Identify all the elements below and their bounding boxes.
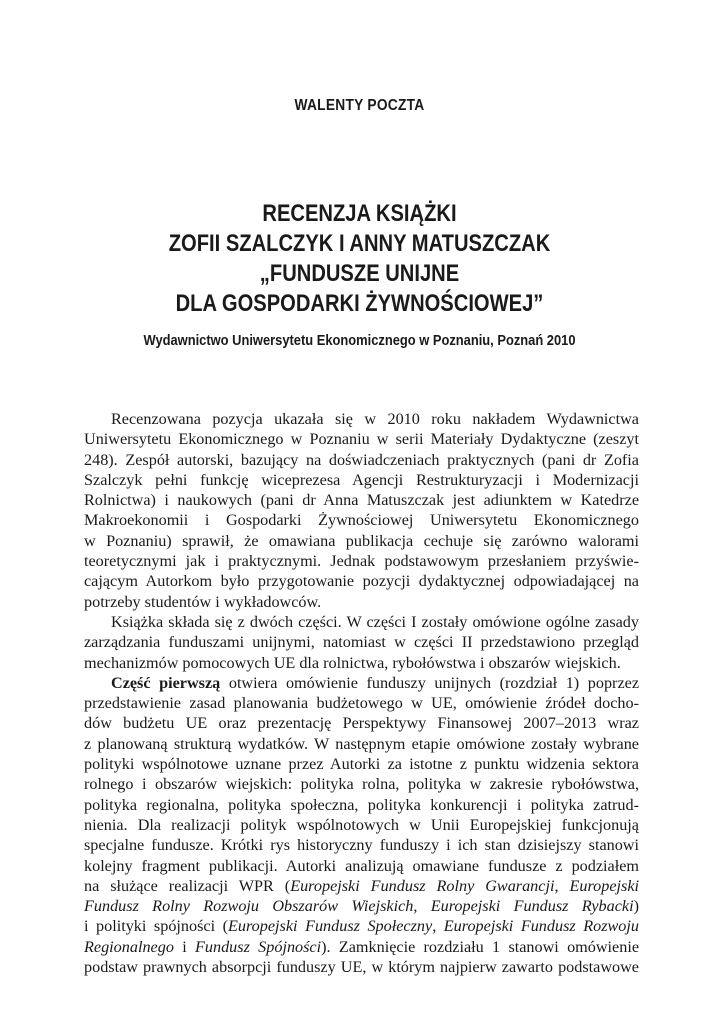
text-line: Recenzowana pozycja ukazała się w 2010 roku nakładem Wydawnictwa [111, 410, 639, 428]
fund-name: Fundusz Rolny Rozwoju Obszarów Wiejskich [84, 897, 414, 916]
text-fragment: otwiera omówienie funduszy unijnych (rozdział 1) poprzez [220, 673, 639, 692]
author-name: WALENTY POCZTA [294, 97, 425, 114]
paragraph-3 [84, 673, 639, 977]
fund-name: Europejski [569, 876, 640, 895]
review-title [58, 199, 662, 319]
title-line: „FUNDUSZE UNIJNE [259, 260, 460, 287]
fund-name: Europejski Fundusz Rolny Gwarancji [290, 876, 555, 895]
text-line: w Poznaniu) sprawił, że omawiana publikacja cechuje się zarówno walorami [84, 531, 639, 550]
text-line: zarządzania funduszami unijnymi, natomiast w części II przedstawiono przegląd [84, 633, 639, 652]
text-line [84, 896, 639, 916]
text-line: dów budżetu UE oraz prezentację Perspektywy Finansowej 2007–2013 wraz [84, 714, 639, 733]
text-line: teoretycznymi jak i praktycznymi. Jednak podstawowym przesłaniem przyświe- [84, 552, 639, 571]
text-line: cającym Autorkom było przygotowanie pozycji dydaktycznej odpowiadającej na [84, 572, 639, 591]
publisher-info: Wydawnictwo Uniwersytetu Ekonomicznego w Poznaniu, Poznań 2010 [143, 332, 576, 349]
part-one-lead: Część pierwszą [111, 673, 221, 692]
text-line [84, 916, 639, 936]
text-line: polityka regionalna, polityka społeczna, polityka konkurencji i polityka zatrud- [84, 795, 639, 814]
title-line: DLA GOSPODARKI ŻYWNOŚCIOWEJ” [175, 290, 544, 317]
text-line: Rolnictwa) i naukowych (pani dr Anna Matuszczak jest adiunktem w Katedrze [84, 491, 639, 510]
text-line: Szalczyk pełni funkcję wiceprezesa Agencji Restrukturyzacji i Modernizacji [84, 470, 639, 489]
review-body [84, 409, 639, 977]
title-line: RECENZJA KSIĄŻKI [262, 200, 457, 227]
text-line: z planowaną strukturą wydatków. W następnym etapie omówione zostały wybrane [84, 734, 639, 753]
text-line: podstaw prawnych absorpcji funduszy UE, w którym najpierw zawarto podstawowe [84, 958, 639, 977]
fund-name: Europejski Fundusz Społeczny [228, 917, 433, 936]
text-fragment: na służące realizacji WPR ( [84, 876, 291, 895]
text-line: polityki wspólnotowe uznane przez Autorki za istotne z punktu widzenia sektora [84, 755, 639, 774]
text-line: mechanizmów pomocowych UE dla rolnictwa, rybołówstwa i obszarów wiejskich. [84, 653, 621, 672]
title-line: ZOFII SZALCZYK I ANNY MATUSZCZAK [168, 230, 551, 257]
fund-name: Regionalnego [84, 937, 174, 956]
text-line: rolnego i obszarów wiejskich: polityka rolna, polityka w zakresie rybołówstwa, [84, 775, 639, 794]
paragraph-2 [84, 612, 639, 673]
text-fragment: ) [633, 897, 639, 916]
fund-name: Fundusz Spójności [195, 937, 322, 956]
paragraph-1 [84, 409, 639, 612]
text-line: kolejny fragment publikacji. Autorki analizują omawiane fundusze z podziałem [84, 856, 639, 875]
text-line [84, 937, 639, 957]
fund-name: Europejski Fundusz Rybacki [430, 897, 634, 916]
text-line [84, 673, 639, 693]
text-line: przedstawienie zasad planowania budżetowego w UE, omówienie źródeł docho- [84, 694, 639, 713]
text-fragment: , [554, 876, 570, 895]
text-line: Książka składa się z dwóch części. W części I zostały omówione ogólne zasady [111, 612, 639, 631]
text-line: potrzeby studentów i wykładowców. [84, 592, 322, 611]
text-line: specjalne fundusze. Krótki rys historyczny funduszy i ich stan dzisiejszy stanowi [84, 836, 639, 855]
text-line: Uniwersytetu Ekonomicznego w Poznaniu w serii Materiały Dydaktyczne (zeszyt [84, 430, 639, 449]
text-line: Makroekonomii i Gospodarki Żywnościowej Uniwersytetu Ekonomicznego [84, 511, 639, 530]
text-fragment: i [173, 937, 196, 956]
text-fragment: , [413, 897, 431, 916]
fund-name: Europejski Fundusz Rozwoju [443, 917, 639, 936]
text-fragment: i polityki spójności ( [84, 917, 228, 936]
text-fragment: , [432, 917, 444, 936]
text-line: 248). Zespół autorski, bazujący na doświadczeniach praktycznych (pani dr Zofia [84, 450, 639, 469]
text-fragment: ). Zamknięcie rozdziału 1 stanowi omówienie [321, 937, 640, 956]
text-line [84, 876, 639, 896]
text-line: nienia. Dla realizacji polityk wspólnotowych w Unii Europejskiej funkcjonują [84, 815, 639, 834]
